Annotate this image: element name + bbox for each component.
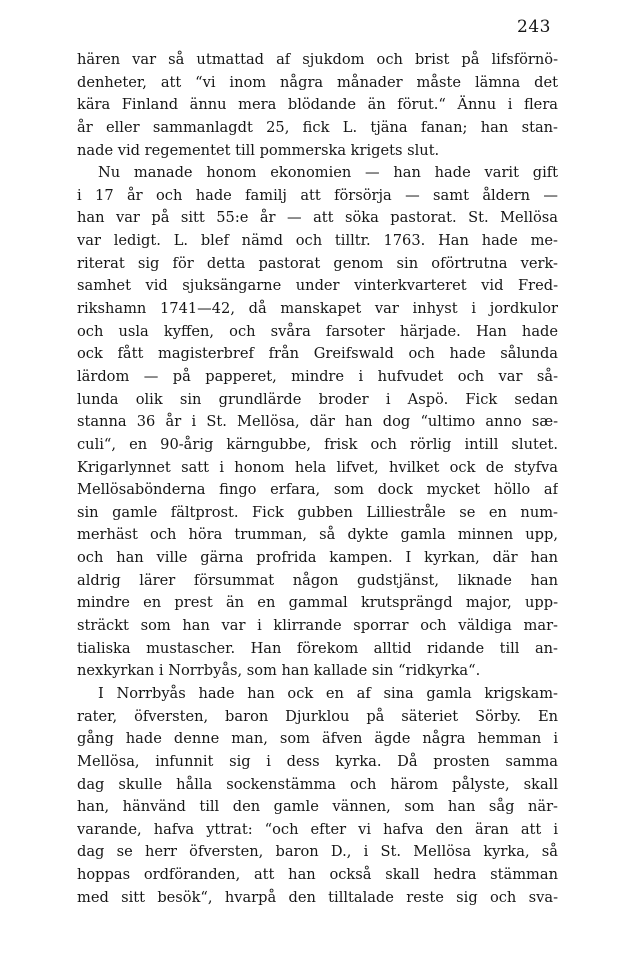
text-line: med sitt besök“, hvarpå den tilltalade reste sig och sva- [77, 888, 558, 906]
text-line: gång hade denne man, som äfven ägde några hemman i [77, 730, 558, 748]
text-line: sin gamle fältprost. Fick gubben Lilliestråle se en num- [77, 503, 558, 521]
text-line: kära Finland ännu mera blödande än förut.“ Ännu i flera [77, 96, 558, 114]
text-line: och usla kyffen, och svåra farsoter härjade. Han hade [77, 322, 558, 340]
text-line: Nu manade honom ekonomien — han hade varit gift [98, 164, 558, 182]
text-line: dag se herr öfversten, baron D., i St. Mellösa kyrka, så [77, 843, 558, 861]
text-line: tialiska mustascher. Han förekom alltid ridande till an- [77, 639, 558, 657]
text-line: I Norrbyås hade han ock en af sina gamla krigskam- [98, 684, 558, 702]
text-line: i 17 år och hade familj att försörja — samt åldern — [77, 186, 558, 204]
text-line: år eller sammanlagdt 25, fick L. tjäna fanan; han stan- [77, 118, 558, 136]
text-line: nexkyrkan i Norrbyås, som han kallade sin “ridkyrka“. [77, 662, 481, 680]
text-line: rater, öfversten, baron Djurklou på säteriet Sörby. En [77, 707, 558, 725]
text-line: riterat sig för detta pastorat genom sin oförtrutna verk- [77, 254, 558, 272]
text-line: sträckt som han var i klirrande sporrar och väldiga mar- [77, 617, 558, 635]
text-line: merhäst och höra trumman, så dykte gamla minnen upp, [77, 526, 558, 544]
text-line: lärdom — på papperet, mindre i hufvudet och var så- [77, 367, 558, 385]
text-line: nade vid regementet till pommerska krigets slut. [77, 141, 440, 159]
text-line: Mellösabönderna fingo erfara, som dock mycket höllo af [77, 481, 558, 499]
text-line: aldrig lärer försummat någon gudstjänst, liknade han [77, 571, 558, 589]
page-number: 243 [517, 17, 551, 37]
text-line: dag skulle hålla sockenstämma och härom pålyste, skall [77, 775, 558, 793]
text-line: han var på sitt 55:e år — att söka pastorat. St. Mellösa [77, 209, 558, 227]
text-line: ock fått magisterbref från Greifswald och hade sålunda [77, 345, 558, 363]
text-line: och han ville gärna profrida kampen. I kyrkan, där han [77, 549, 558, 567]
text-line: lunda olik sin grundlärde broder i Aspö. Fick sedan [77, 390, 558, 408]
text-line: samhet vid sjuksängarne under vinterkvarteret vid Fred- [77, 277, 558, 295]
text-line: Krigarlynnet satt i honom hela lifvet, hvilket ock de styfva [77, 458, 558, 476]
text-line: Mellösa, infunnit sig i dess kyrka. Då prosten samma [77, 752, 558, 770]
text-line: han, hänvänd till den gamle vännen, som han såg när- [77, 798, 558, 816]
text-line: culi“, en 90-årig kärngubbe, frisk och rörlig intill slutet. [77, 435, 558, 453]
body-text [77, 49, 558, 909]
text-line: mindre en prest än en gammal krutsprängd major, upp- [77, 594, 558, 612]
text-line: var ledigt. L. blef nämd och tilltr. 1763. Han hade me- [77, 232, 558, 250]
text-line: hoppas ordföranden, att han också skall hedra stämman [77, 866, 558, 884]
text-line: varande, hafva yttrat: “och efter vi hafva den äran att i [77, 820, 558, 838]
text-line: denheter, att “vi inom några månader måste lämna det [77, 73, 558, 91]
text-line: stanna 36 år i St. Mellösa, där han dog “ultimo anno sæ- [77, 413, 558, 431]
text-line: hären var så utmattad af sjukdom och brist på lifsförnö- [77, 51, 558, 68]
text-line: rikshamn 1741—42, då manskapet var inhyst i jordkulor [77, 300, 558, 318]
